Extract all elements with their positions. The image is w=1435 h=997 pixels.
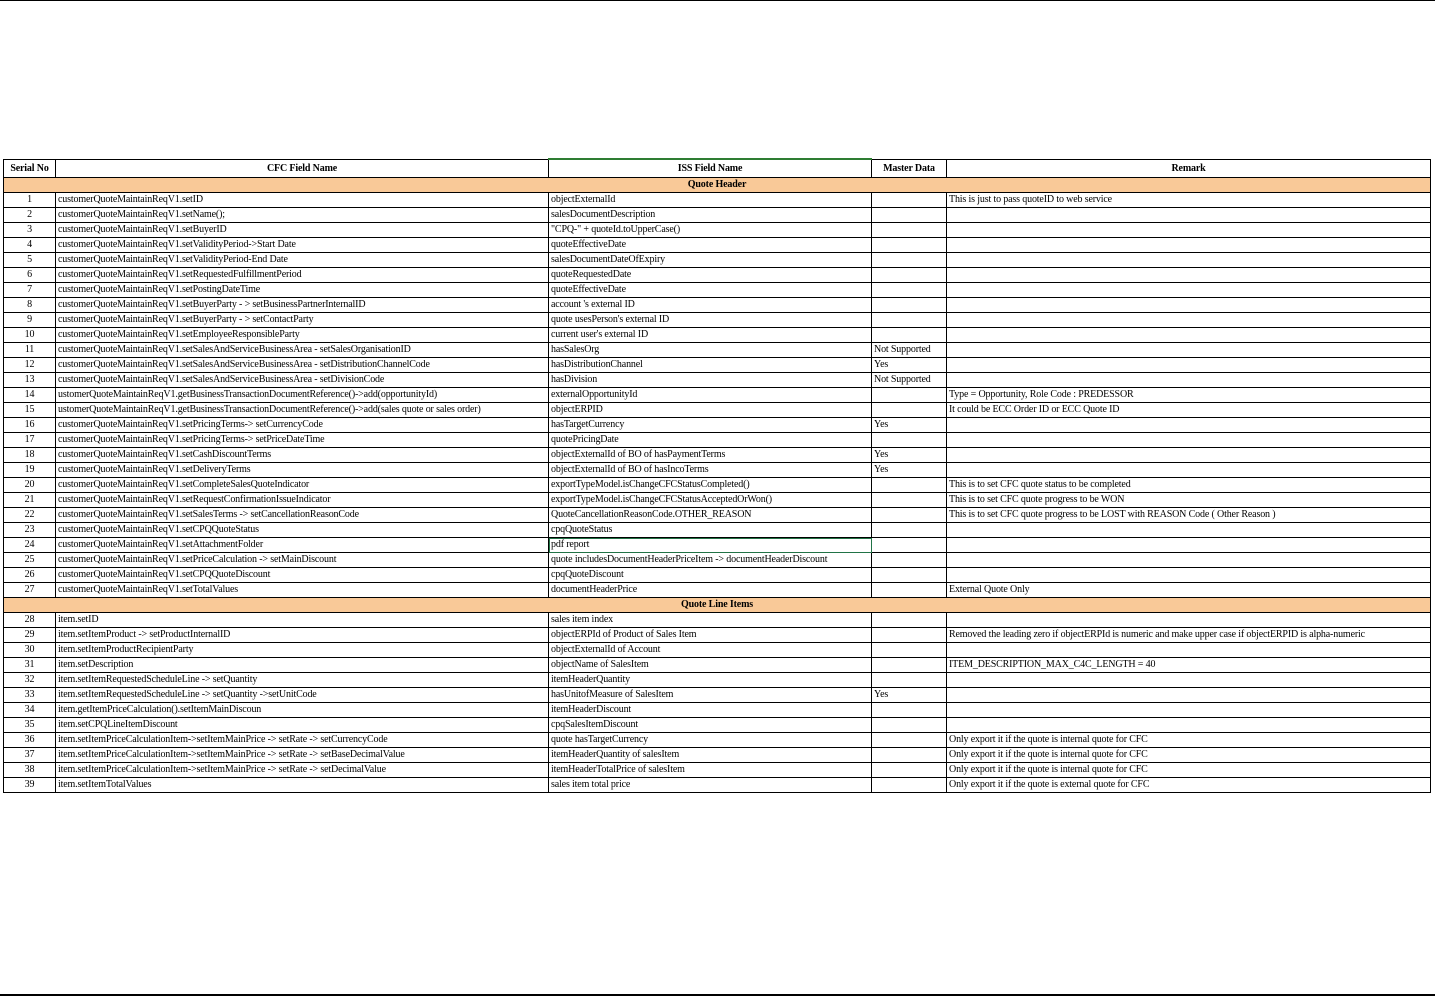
remark-cell[interactable] <box>947 538 1431 553</box>
cfc-field-cell[interactable]: ustomerQuoteMaintainReqV1.getBusinessTransactionDocumentReference()->add(sales quote or sales order) <box>56 403 549 418</box>
cfc-field-cell[interactable]: customerQuoteMaintainReqV1.setRequestedFulfillmentPeriod <box>56 268 549 283</box>
table-row <box>4 523 1431 538</box>
serial-cell[interactable]: 12 <box>4 358 56 373</box>
master-data-cell[interactable] <box>872 193 947 208</box>
master-data-cell[interactable] <box>872 583 947 598</box>
master-data-cell[interactable] <box>872 478 947 493</box>
iss-field-cell[interactable]: cpqSalesItemDiscount <box>549 718 872 733</box>
serial-cell[interactable]: 6 <box>4 268 56 283</box>
serial-cell[interactable]: 26 <box>4 568 56 583</box>
serial-cell[interactable]: 1 <box>4 193 56 208</box>
cfc-field-cell[interactable]: customerQuoteMaintainReqV1.setValidityPeriod-End Date <box>56 253 549 268</box>
master-data-cell[interactable] <box>872 508 947 523</box>
remark-cell[interactable] <box>947 418 1431 433</box>
table-body <box>4 178 1431 793</box>
master-data-cell[interactable] <box>872 298 947 313</box>
iss-field-cell[interactable]: QuoteCancellationReasonCode.OTHER_REASON <box>549 508 872 523</box>
table-row <box>4 628 1431 643</box>
iss-field-cell[interactable]: itemHeaderQuantity of salesItem <box>549 748 872 763</box>
table-row <box>4 403 1431 418</box>
table-row <box>4 658 1431 673</box>
master-data-cell[interactable] <box>872 283 947 298</box>
table-row <box>4 238 1431 253</box>
cfc-field-cell[interactable]: customerQuoteMaintainReqV1.setTotalValues <box>56 583 549 598</box>
iss-field-cell[interactable]: quote includesDocumentHeaderPriceItem -> documentHeaderDiscount <box>549 553 872 568</box>
cfc-field-cell[interactable]: customerQuoteMaintainReqV1.setCPQQuoteStatus <box>56 523 549 538</box>
remark-cell[interactable]: Only export it if the quote is external quote for CFC <box>947 778 1431 793</box>
master-data-cell[interactable] <box>872 763 947 778</box>
table-row <box>4 313 1431 328</box>
cfc-field-cell[interactable]: item.setItemRequestedScheduleLine -> setQuantity ->setUnitCode <box>56 688 549 703</box>
master-data-cell[interactable] <box>872 658 947 673</box>
remark-cell[interactable]: This is to set CFC quote progress to be WON <box>947 493 1431 508</box>
table-row <box>4 253 1431 268</box>
remark-cell[interactable] <box>947 373 1431 388</box>
table-row <box>4 193 1431 208</box>
cfc-field-cell[interactable]: item.setCPQLineItemDiscount <box>56 718 549 733</box>
iss-field-cell[interactable]: quote hasTargetCurrency <box>549 733 872 748</box>
cfc-field-cell[interactable]: customerQuoteMaintainReqV1.setEmployeeResponsibleParty <box>56 328 549 343</box>
remark-cell[interactable] <box>947 643 1431 658</box>
cfc-field-cell[interactable]: item.setItemPriceCalculationItem->setItemMainPrice -> setRate -> setDecimalValue <box>56 763 549 778</box>
remark-cell[interactable] <box>947 523 1431 538</box>
cfc-field-cell[interactable]: customerQuoteMaintainReqV1.setName(); <box>56 208 549 223</box>
cfc-field-cell[interactable]: customerQuoteMaintainReqV1.setCompleteSalesQuoteIndicator <box>56 478 549 493</box>
table-row <box>4 268 1431 283</box>
table-row <box>4 733 1431 748</box>
iss-field-cell[interactable]: hasDivision <box>549 373 872 388</box>
iss-field-cell[interactable]: sales item total price <box>549 778 872 793</box>
iss-field-cell[interactable]: quoteEffectiveDate <box>549 238 872 253</box>
serial-cell[interactable]: 2 <box>4 208 56 223</box>
cfc-field-cell[interactable]: customerQuoteMaintainReqV1.setSalesAndServiceBusinessArea - setSalesOrganisationID <box>56 343 549 358</box>
table-row <box>4 583 1431 598</box>
remark-cell[interactable] <box>947 253 1431 268</box>
table-row <box>4 433 1431 448</box>
table-row <box>4 298 1431 313</box>
serial-cell[interactable]: 32 <box>4 673 56 688</box>
master-data-cell[interactable] <box>872 538 947 553</box>
iss-field-cell[interactable]: quotePricingDate <box>549 433 872 448</box>
iss-field-cell[interactable]: account 's external ID <box>549 298 872 313</box>
remark-cell[interactable] <box>947 238 1431 253</box>
master-data-cell[interactable]: Yes <box>872 418 947 433</box>
serial-cell[interactable]: 4 <box>4 238 56 253</box>
section-title[interactable]: Quote Line Items <box>4 598 1431 613</box>
master-data-cell[interactable] <box>872 208 947 223</box>
cfc-field-cell[interactable]: customerQuoteMaintainReqV1.setPostingDateTime <box>56 283 549 298</box>
serial-cell[interactable]: 30 <box>4 643 56 658</box>
table-row <box>4 538 1431 553</box>
table-row <box>4 328 1431 343</box>
table-row <box>4 343 1431 358</box>
iss-field-cell[interactable]: pdf report <box>549 538 872 553</box>
table-row <box>4 613 1431 628</box>
section-header-row <box>4 178 1431 193</box>
serial-cell[interactable]: 7 <box>4 283 56 298</box>
cfc-field-cell[interactable]: item.setItemRequestedScheduleLine -> setQuantity <box>56 673 549 688</box>
column-header-remark[interactable]: Remark <box>947 159 1431 178</box>
remark-cell[interactable] <box>947 718 1431 733</box>
iss-field-cell[interactable]: objectExternalId <box>549 193 872 208</box>
master-data-cell[interactable]: Yes <box>872 358 947 373</box>
master-data-cell[interactable] <box>872 253 947 268</box>
iss-field-cell[interactable]: exportTypeModel.isChangeCFCStatusCompleted() <box>549 478 872 493</box>
master-data-cell[interactable] <box>872 388 947 403</box>
iss-field-cell[interactable]: objectERPID <box>549 403 872 418</box>
table-row <box>4 568 1431 583</box>
serial-cell[interactable]: 20 <box>4 478 56 493</box>
cfc-field-cell[interactable]: item.setItemPriceCalculationItem->setItemMainPrice -> setRate -> setBaseDecimalValue <box>56 748 549 763</box>
table-row <box>4 358 1431 373</box>
cfc-field-cell[interactable]: customerQuoteMaintainReqV1.setRequestConfirmationIssueIndicator <box>56 493 549 508</box>
table-row <box>4 478 1431 493</box>
section-header-row <box>4 598 1431 613</box>
remark-cell[interactable] <box>947 673 1431 688</box>
iss-field-cell[interactable]: hasDistributionChannel <box>549 358 872 373</box>
table-row <box>4 448 1431 463</box>
serial-cell[interactable]: 8 <box>4 298 56 313</box>
table-row <box>4 283 1431 298</box>
serial-cell[interactable]: 14 <box>4 388 56 403</box>
table-row <box>4 223 1431 238</box>
table-row <box>4 388 1431 403</box>
master-data-cell[interactable] <box>872 568 947 583</box>
master-data-cell[interactable] <box>872 613 947 628</box>
table-row <box>4 208 1431 223</box>
remark-cell[interactable]: It could be ECC Order ID or ECC Quote ID <box>947 403 1431 418</box>
master-data-cell[interactable] <box>872 748 947 763</box>
serial-cell[interactable]: 36 <box>4 733 56 748</box>
remark-cell[interactable]: Only export it if the quote is internal quote for CFC <box>947 748 1431 763</box>
master-data-cell[interactable] <box>872 718 947 733</box>
cfc-field-cell[interactable]: customerQuoteMaintainReqV1.setPriceCalculation -> setMainDiscount <box>56 553 549 568</box>
remark-cell[interactable] <box>947 358 1431 373</box>
remark-cell[interactable] <box>947 298 1431 313</box>
iss-field-cell[interactable]: salesDocumentDateOfExpiry <box>549 253 872 268</box>
cfc-field-cell[interactable]: customerQuoteMaintainReqV1.setAttachmentFolder <box>56 538 549 553</box>
iss-field-cell[interactable]: salesDocumentDescription <box>549 208 872 223</box>
column-header-cfc-field[interactable]: CFC Field Name <box>56 159 549 178</box>
cfc-field-cell[interactable]: item.setItemProductRecipientParty <box>56 643 549 658</box>
master-data-cell[interactable] <box>872 703 947 718</box>
iss-field-cell[interactable]: itemHeaderQuantity <box>549 673 872 688</box>
cfc-field-cell[interactable]: customerQuoteMaintainReqV1.setPricingTerms-> setPriceDateTime <box>56 433 549 448</box>
cfc-field-cell[interactable]: customerQuoteMaintainReqV1.setBuyerParty - > setContactParty <box>56 313 549 328</box>
remark-cell[interactable] <box>947 553 1431 568</box>
iss-field-cell[interactable]: hasTargetCurrency <box>549 418 872 433</box>
iss-field-cell[interactable]: itemHeaderDiscount <box>549 703 872 718</box>
remark-cell[interactable]: This is to set CFC quote status to be completed <box>947 478 1431 493</box>
iss-field-cell[interactable]: objectERPId of Product of Sales Item <box>549 628 872 643</box>
remark-cell[interactable]: Removed the leading zero if objectERPId is numeric and make upper case if objectERPID is alpha-numeric <box>947 628 1431 643</box>
remark-cell[interactable] <box>947 208 1431 223</box>
master-data-cell[interactable] <box>872 238 947 253</box>
cfc-field-cell[interactable]: customerQuoteMaintainReqV1.setSalesAndServiceBusinessArea - setDistributionChannelCode <box>56 358 549 373</box>
serial-cell[interactable]: 16 <box>4 418 56 433</box>
remark-cell[interactable] <box>947 268 1431 283</box>
cfc-field-cell[interactable]: ustomerQuoteMaintainReqV1.getBusinessTransactionDocumentReference()->add(opportunityId) <box>56 388 549 403</box>
iss-field-cell[interactable]: exportTypeModel.isChangeCFCStatusAcceptedOrWon() <box>549 493 872 508</box>
iss-field-cell[interactable]: objectExternalId of BO of hasPaymentTerms <box>549 448 872 463</box>
serial-cell[interactable]: 28 <box>4 613 56 628</box>
iss-field-cell[interactable]: hasUnitofMeasure of SalesItem <box>549 688 872 703</box>
master-data-cell[interactable]: Yes <box>872 688 947 703</box>
remark-cell[interactable] <box>947 433 1431 448</box>
master-data-cell[interactable]: Not Supported <box>872 373 947 388</box>
remark-cell[interactable]: Type = Opportunity, Role Code : PREDESSOR <box>947 388 1431 403</box>
table-row <box>4 493 1431 508</box>
iss-field-cell[interactable]: current user's external ID <box>549 328 872 343</box>
table-row <box>4 703 1431 718</box>
master-data-cell[interactable] <box>872 523 947 538</box>
iss-field-cell[interactable]: sales item index <box>549 613 872 628</box>
iss-field-cell[interactable]: documentHeaderPrice <box>549 583 872 598</box>
bottom-border <box>0 994 1435 996</box>
remark-cell[interactable] <box>947 313 1431 328</box>
master-data-cell[interactable] <box>872 223 947 238</box>
column-header-iss-field[interactable]: ISS Field Name <box>549 159 872 178</box>
column-header-serial[interactable]: Serial No <box>4 159 56 178</box>
master-data-cell[interactable] <box>872 643 947 658</box>
iss-field-cell[interactable]: objectExternalId of Account <box>549 643 872 658</box>
remark-cell[interactable]: This is just to pass quoteID to web service <box>947 193 1431 208</box>
header-row <box>4 159 1431 178</box>
remark-cell[interactable]: This is to set CFC quote progress to be LOST with REASON Code ( Other Reason ) <box>947 508 1431 523</box>
remark-cell[interactable] <box>947 328 1431 343</box>
table-row <box>4 718 1431 733</box>
master-data-cell[interactable]: Yes <box>872 463 947 478</box>
cfc-field-cell[interactable]: customerQuoteMaintainReqV1.setValidityPeriod->Start Date <box>56 238 549 253</box>
section-title[interactable]: Quote Header <box>4 178 1431 193</box>
cfc-field-cell[interactable]: customerQuoteMaintainReqV1.setBuyerParty - > setBusinessPartnerInternalID <box>56 298 549 313</box>
table-row <box>4 688 1431 703</box>
serial-cell[interactable]: 39 <box>4 778 56 793</box>
table-row <box>4 373 1431 388</box>
remark-cell[interactable] <box>947 568 1431 583</box>
remark-cell[interactable] <box>947 688 1431 703</box>
cfc-field-cell[interactable]: customerQuoteMaintainReqV1.setCashDiscountTerms <box>56 448 549 463</box>
master-data-cell[interactable] <box>872 268 947 283</box>
serial-cell[interactable]: 15 <box>4 403 56 418</box>
serial-cell[interactable]: 25 <box>4 553 56 568</box>
serial-cell[interactable]: 11 <box>4 343 56 358</box>
master-data-cell[interactable] <box>872 673 947 688</box>
master-data-cell[interactable] <box>872 433 947 448</box>
remark-cell[interactable] <box>947 703 1431 718</box>
serial-cell[interactable]: 31 <box>4 658 56 673</box>
iss-field-cell[interactable]: objectName of SalesItem <box>549 658 872 673</box>
table-row <box>4 778 1431 793</box>
serial-cell[interactable]: 13 <box>4 373 56 388</box>
table-row <box>4 643 1431 658</box>
table-row <box>4 553 1431 568</box>
table-row <box>4 418 1431 433</box>
column-header-master-data[interactable]: Master Data <box>872 159 947 178</box>
cfc-field-cell[interactable]: item.getItemPriceCalculation().setItemMainDiscoun <box>56 703 549 718</box>
serial-cell[interactable]: 27 <box>4 583 56 598</box>
iss-field-cell[interactable]: cpqQuoteDiscount <box>549 568 872 583</box>
remark-cell[interactable] <box>947 613 1431 628</box>
master-data-cell[interactable]: Yes <box>872 448 947 463</box>
remark-cell[interactable] <box>947 448 1431 463</box>
serial-cell[interactable]: 37 <box>4 748 56 763</box>
master-data-cell[interactable] <box>872 403 947 418</box>
cfc-field-cell[interactable]: item.setItemTotalValues <box>56 778 549 793</box>
table-row <box>4 673 1431 688</box>
cfc-field-cell[interactable]: customerQuoteMaintainReqV1.setSalesAndServiceBusinessArea - setDivisionCode <box>56 373 549 388</box>
remark-cell[interactable]: External Quote Only <box>947 583 1431 598</box>
serial-cell[interactable]: 23 <box>4 523 56 538</box>
serial-cell[interactable]: 29 <box>4 628 56 643</box>
cfc-field-cell[interactable]: customerQuoteMaintainReqV1.setPricingTerms-> setCurrencyCode <box>56 418 549 433</box>
iss-field-cell[interactable]: objectExternalId of BO of hasIncoTerms <box>549 463 872 478</box>
cfc-field-cell[interactable]: item.setItemPriceCalculationItem->setItemMainPrice -> setRate -> setCurrencyCode <box>56 733 549 748</box>
serial-cell[interactable]: 21 <box>4 493 56 508</box>
serial-cell[interactable]: 19 <box>4 463 56 478</box>
serial-cell[interactable]: 10 <box>4 328 56 343</box>
cfc-field-cell[interactable]: item.setDescription <box>56 658 549 673</box>
cfc-field-cell[interactable]: item.setItemProduct -> setProductInternalID <box>56 628 549 643</box>
cfc-field-cell[interactable]: customerQuoteMaintainReqV1.setBuyerID <box>56 223 549 238</box>
iss-field-cell[interactable]: quoteEffectiveDate <box>549 283 872 298</box>
master-data-cell[interactable] <box>872 553 947 568</box>
serial-cell[interactable]: 24 <box>4 538 56 553</box>
master-data-cell[interactable]: Not Supported <box>872 343 947 358</box>
cfc-field-cell[interactable]: customerQuoteMaintainReqV1.setDeliveryTerms <box>56 463 549 478</box>
serial-cell[interactable]: 18 <box>4 448 56 463</box>
remark-cell[interactable]: Only export it if the quote is internal quote for CFC <box>947 763 1431 778</box>
table-row <box>4 508 1431 523</box>
field-mapping-table <box>3 158 1431 793</box>
table-row <box>4 748 1431 763</box>
serial-cell[interactable]: 38 <box>4 763 56 778</box>
master-data-cell[interactable] <box>872 313 947 328</box>
remark-cell[interactable] <box>947 283 1431 298</box>
serial-cell[interactable]: 5 <box>4 253 56 268</box>
serial-cell[interactable]: 9 <box>4 313 56 328</box>
table-row <box>4 463 1431 478</box>
serial-cell[interactable]: 33 <box>4 688 56 703</box>
master-data-cell[interactable] <box>872 328 947 343</box>
remark-cell[interactable] <box>947 343 1431 358</box>
iss-field-cell[interactable]: cpqQuoteStatus <box>549 523 872 538</box>
iss-field-cell[interactable]: quote usesPerson's external ID <box>549 313 872 328</box>
master-data-cell[interactable] <box>872 733 947 748</box>
serial-cell[interactable]: 22 <box>4 508 56 523</box>
top-border <box>0 0 1435 1</box>
serial-cell[interactable]: 17 <box>4 433 56 448</box>
master-data-cell[interactable] <box>872 493 947 508</box>
iss-field-cell[interactable]: itemHeaderTotalPrice of salesItem <box>549 763 872 778</box>
serial-cell[interactable]: 3 <box>4 223 56 238</box>
table-row <box>4 763 1431 778</box>
remark-cell[interactable] <box>947 463 1431 478</box>
master-data-cell[interactable] <box>872 628 947 643</box>
cfc-field-cell[interactable]: customerQuoteMaintainReqV1.setCPQQuoteDiscount <box>56 568 549 583</box>
cfc-field-cell[interactable]: customerQuoteMaintainReqV1.setSalesTerms -> setCancellationReasonCode <box>56 508 549 523</box>
remark-cell[interactable]: Only export it if the quote is internal quote for CFC <box>947 733 1431 748</box>
master-data-cell[interactable] <box>872 778 947 793</box>
iss-field-cell[interactable]: "CPQ-" + quoteId.toUpperCase() <box>549 223 872 238</box>
cfc-field-cell[interactable]: customerQuoteMaintainReqV1.setID <box>56 193 549 208</box>
serial-cell[interactable]: 35 <box>4 718 56 733</box>
iss-field-cell[interactable]: hasSalesOrg <box>549 343 872 358</box>
iss-field-cell[interactable]: externalOpportunityId <box>549 388 872 403</box>
serial-cell[interactable]: 34 <box>4 703 56 718</box>
iss-field-cell[interactable]: quoteRequestedDate <box>549 268 872 283</box>
remark-cell[interactable] <box>947 223 1431 238</box>
remark-cell[interactable]: ITEM_DESCRIPTION_MAX_C4C_LENGTH = 40 <box>947 658 1431 673</box>
cfc-field-cell[interactable]: item.setID <box>56 613 549 628</box>
